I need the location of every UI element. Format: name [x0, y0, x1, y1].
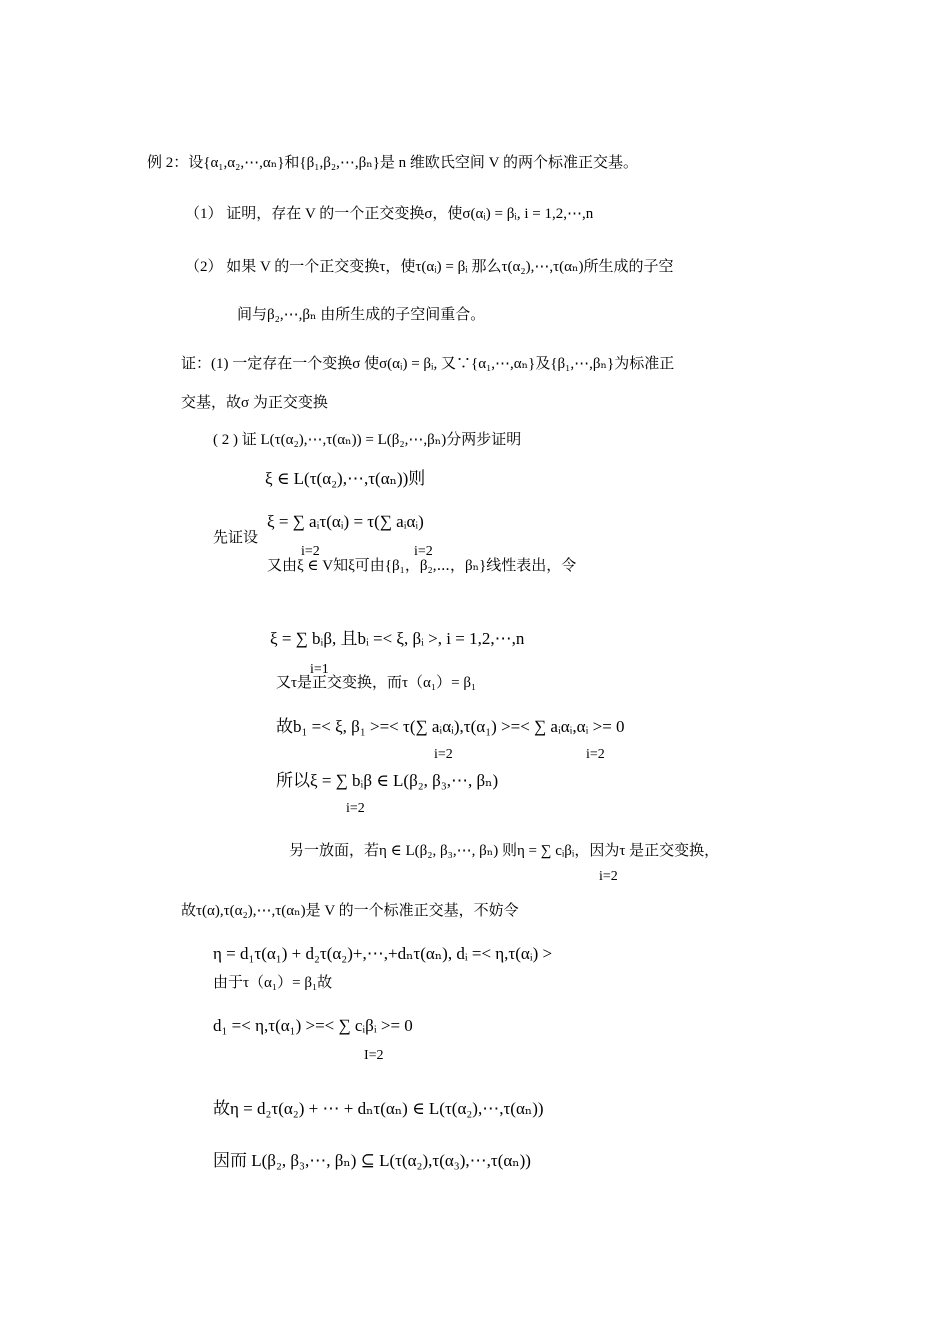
tau-alpha-1: 由于τ（α₁）= β₁故: [213, 975, 333, 991]
tau-orthogonal: 又τ是正交变换，而τ（α₁）= β₁: [276, 675, 477, 691]
claim-1: （1） 证明，存在 V 的一个正交变换σ，使σ(αᵢ) = βᵢ, i = 1,2,⋯,n: [185, 206, 594, 222]
linear-expression: 又由ξ ∈ V知ξ可由{β₁，β₂,⋯，βₙ}线性表出，令: [267, 558, 577, 574]
proof-part-1: 证：(1) 一定存在一个变换σ 使σ(αᵢ) = βᵢ, 又∵{α₁,⋯,αₙ}及{β₁,⋯,βₙ}为标准正: [181, 356, 675, 372]
proof-step-prefix: 先证设: [213, 530, 259, 546]
proof-part-1-conclusion: 交基，故σ 为正交变换: [181, 395, 328, 411]
other-direction-index: i=2: [599, 869, 618, 884]
orthonormal-basis: 故τ(α),τ(α₂),⋯,τ(αₙ)是 V 的一个标准正交基，不妨令: [181, 903, 519, 919]
subspace-inclusion: 因而 L(β₂, β₃,⋯, βₙ) ⊆ L(τ(α₂),τ(α₃),⋯,τ(αₙ)): [213, 1151, 531, 1170]
d1-sum-index: I=2: [364, 1048, 384, 1063]
b1-sum-index-2: i=2: [586, 747, 605, 762]
proof-step-sum: ξ = ∑ aᵢτ(αᵢ) = τ(∑ aᵢαᵢ): [267, 512, 424, 531]
xi-expansion: ξ = ∑ bᵢβ, 且bᵢ =< ξ, βᵢ >, i = 1,2,⋯,n: [270, 629, 525, 648]
xi-in-l: 所以ξ = ∑ bᵢβ ∈ L(β₂, β₃,⋯, βₙ): [276, 771, 499, 790]
sum-index-1: i=2: [301, 544, 320, 559]
xi-in-l-index: i=2: [346, 801, 365, 816]
claim-2: （2） 如果 V 的一个正交变换τ，使τ(αᵢ) = βᵢ 那么τ(α₂),⋯,τ(αₙ)所生成的子空: [185, 259, 674, 275]
eta-in-l: 故η = d₂τ(α₂) + ⋯ + dₙτ(αₙ) ∈ L(τ(α₂),⋯,τ(αₙ)): [213, 1099, 544, 1118]
b1-sum-index-1: i=2: [434, 747, 453, 762]
b1-zero: 故b₁ =< ξ, β₁ >=< τ(∑ aᵢαᵢ),τ(α₁) >=< ∑ aᵢαᵢ,αᵢ >= 0: [276, 717, 625, 736]
d1-zero: d₁ =< η,τ(α₁) >=< ∑ cᵢβᵢ >= 0: [213, 1016, 413, 1035]
claim-2-continued: 间与β₂,⋯,βₙ 由所生成的子空间重合。: [237, 307, 486, 323]
sum-index-2: i=2: [414, 544, 433, 559]
eta-expansion: η = d₁τ(α₁) + d₂τ(α₂)+,⋯,+dₙτ(αₙ), dᵢ =< η,τ(αᵢ) >: [213, 944, 553, 963]
proof-step-membership: ξ ∈ L(τ(α₂),⋯,τ(αₙ))则: [265, 469, 426, 488]
proof-part-2-heading: ( 2 ) 证 L(τ(α₂),⋯,τ(αₙ)) = L(β₂,⋯,βₙ)分两步证明: [213, 432, 522, 448]
xi-expansion-index: i=1: [310, 662, 329, 677]
other-direction: 另一放面，若η ∈ L(β₂, β₃,⋯, βₙ) 则η = ∑ cᵢβᵢ，因为τ 是正交变换，: [289, 843, 720, 859]
example-statement: 例 2：设{α₁,α₂,⋯,αₙ}和{β₁,β₂,⋯,βₙ}是 n 维欧氏空间 V 的两个标准正交基。: [147, 155, 638, 171]
